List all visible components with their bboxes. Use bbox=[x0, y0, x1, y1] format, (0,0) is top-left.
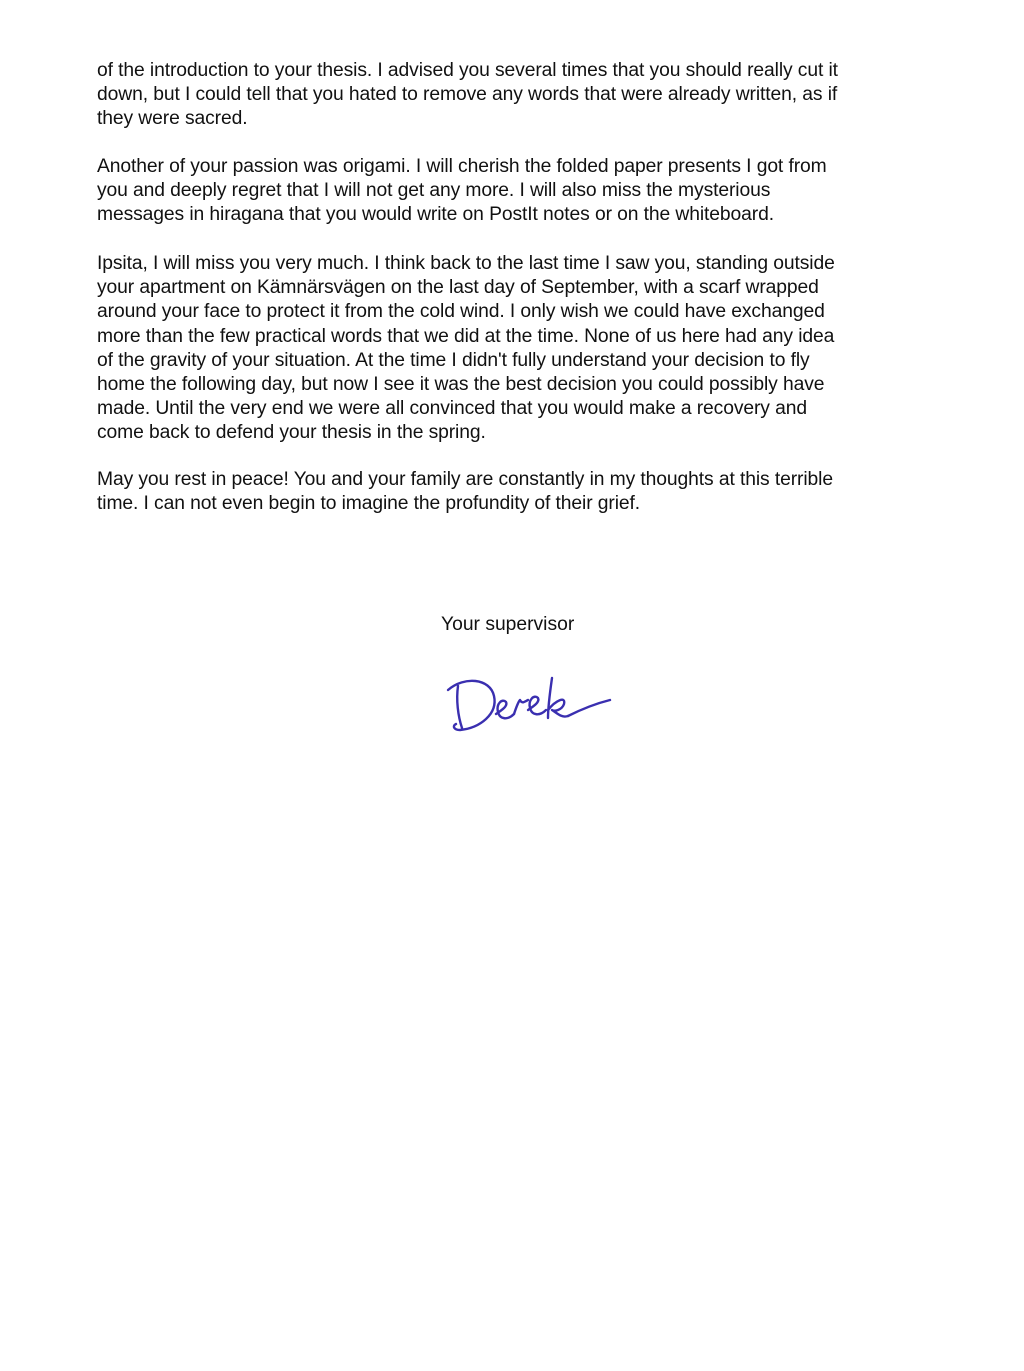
letter-paragraph: Another of your passion was origami. I will cherish the folded paper presents I got from you and deeply regret that I will not get any more. I will also miss the mysterious messages in hiragana that you would write on PostIt notes or on the whiteboard. bbox=[97, 156, 827, 226]
handwritten-signature bbox=[444, 670, 616, 738]
closing-line: Your supervisor bbox=[441, 614, 575, 635]
letter-paragraph: of the introduction to your thesis. I advised you several times that you should really cut it down, but I could tell that you hated to remove any words that were already written, as if they were sacred. bbox=[97, 60, 838, 130]
letter-paragraph: May you rest in peace! You and your family are constantly in my thoughts at this terrible time. I can not even begin to imagine the profundity of their grief. bbox=[97, 469, 833, 515]
letter-paragraph: Ipsita, I will miss you very much. I think back to the last time I saw you, standing outside your apartment on Kämnärsvägen on the last day of September, with a scarf wrapped around your face to protect it from the cold wind. I only wish we could have exchanged more than the few practical words that we did at the time. None of us here had any idea of the gravity of your situation. At the time I didn't fully understand your decision to fly home the following day, but now I see it was the best decision you could possibly have made. Until the very end we were all convinced that you would make a recovery and come back to defend your thesis in the spring. bbox=[97, 253, 835, 444]
